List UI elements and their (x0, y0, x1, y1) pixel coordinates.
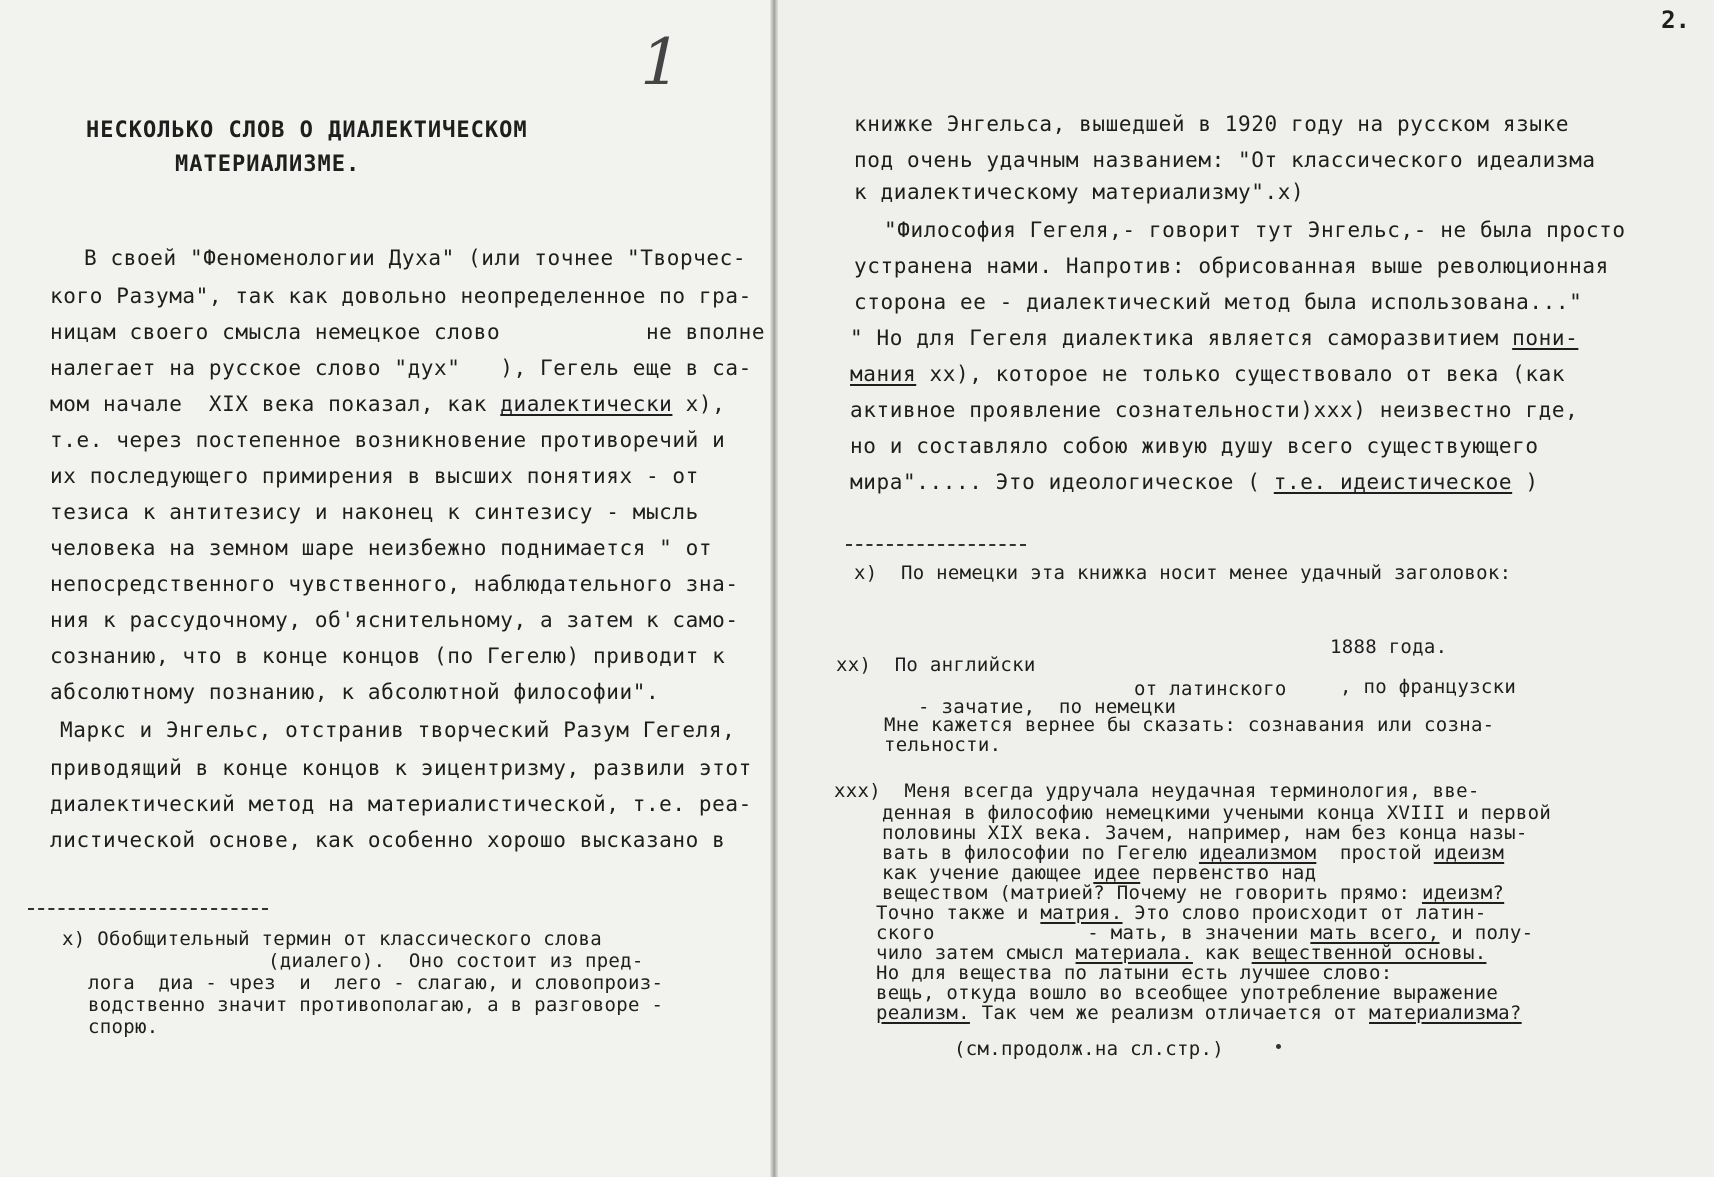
footnote-line: спорю. (88, 1016, 159, 1038)
body-line (850, 470, 1539, 494)
page-number: 2. (1661, 6, 1690, 34)
underlined-term: диалектически (500, 392, 673, 416)
body-text: мира"..... Это идеологическое ( (850, 470, 1274, 494)
underlined-term: идеизм? (1422, 882, 1505, 904)
footnote-line (882, 862, 1316, 884)
underlined-term: мать всего, (1310, 922, 1440, 944)
body-text: xx), которое не только существовало от века (как (916, 362, 1566, 386)
body-line: их последующего примирения в высших понятиях - от (50, 464, 699, 488)
underlined-term: матрия. (1040, 902, 1123, 924)
body-line (850, 326, 1578, 350)
body-line: непосредственного чувственного, наблюдательного зна- (50, 572, 739, 596)
body-line: ницам своего смысла немецкое слово не вполне (50, 320, 766, 344)
underlined-term: идеализмом (1198, 842, 1317, 864)
footnote-rule (28, 908, 268, 910)
body-text: Точно также и (876, 902, 1041, 924)
body-line: В своей "Феноменологии Духа" (или точнее "Творчес- (84, 246, 747, 270)
underlined-term: реализм. (876, 1002, 970, 1024)
body-line: к диалектическому материализму".x) (854, 180, 1305, 204)
body-line: книжке Энгельса, вышедшей в 1920 году на русском языке (854, 112, 1570, 136)
footnote-line: 1888 года. (1330, 636, 1448, 658)
footnote-line: лога диа - чрез и лего - слагаю, и словопроиз- (88, 972, 664, 994)
body-text: как учение дающее (882, 862, 1094, 884)
body-line: "Философия Гегеля,- говорит тут Энгельс,- не была просто (884, 218, 1626, 242)
footnote-line: xx) По английски (836, 654, 1036, 676)
body-line: т.е. через постепенное возникновение противоречий и (50, 428, 726, 452)
footnote-ref: x), (672, 392, 726, 416)
body-line: тезиса к антитезису и наконец к синтезису - мысль (50, 500, 699, 524)
body-line: диалектический метод на материалистической, т.е. реа- (50, 792, 752, 816)
continuation-note: (см.продолж.на сл.стр.) (954, 1038, 1224, 1060)
footnote-line (882, 842, 1504, 864)
body-line: сторона ее - диалектический метод была использована..." (854, 290, 1583, 314)
body-line: кого Разума", так как довольно неопределенное по гра- (50, 284, 752, 308)
footnote-line: Мне кажется вернее бы сказать: сознавания или созна- (884, 714, 1495, 736)
footnote-line: денная в философию немецкими учеными конца XVIII и первой (882, 802, 1552, 824)
body-text: простой (1316, 842, 1434, 864)
body-text: чило затем смысл (876, 942, 1076, 964)
body-line: человека на земном шаре неизбежно поднимается " от (50, 536, 713, 560)
body-text: ) (1512, 470, 1539, 494)
body-line: но и составляло собою живую душу всего существующего (850, 434, 1539, 458)
underlined-term: идее (1093, 862, 1141, 884)
footnote-line: тельности. (884, 734, 1002, 756)
footnote-rule (846, 544, 1026, 546)
underlined-term: мания (850, 362, 917, 386)
body-line: налегает на русское слово "дух" ), Гегель еще в са- (50, 356, 752, 380)
body-line: приводящий в конце концов к эицентризму, развили этот (50, 756, 752, 780)
footnote-line: Но для вещества по латыни есть лучшее слово: (876, 962, 1393, 984)
body-text: мом начале XIX века показал, как (50, 392, 501, 416)
footnote-line (876, 1002, 1522, 1024)
footnote-line: водственно значит противополагаю, а в разговоре - (88, 994, 664, 1016)
body-text: " Но для Гегеля диалектика является саморазвитием (850, 326, 1513, 350)
footnote-line: (диалего). Оно состоит из пред- (268, 950, 644, 972)
body-text: как (1192, 942, 1252, 964)
body-line: устранена нами. Напротив: обрисованная выше революционная (854, 254, 1609, 278)
title-line-1: НЕСКОЛЬКО СЛОВ О ДИАЛЕКТИЧЕСКОМ (86, 118, 528, 143)
underlined-term: материала. (1075, 942, 1193, 964)
footnote-line (876, 922, 1533, 944)
body-text: Так чем же реализм отличается от (969, 1002, 1370, 1024)
footnote-line (882, 882, 1504, 904)
body-line: под очень удачным названием: "От классического идеализма (854, 148, 1596, 172)
body-line: Маркс и Энгельс, отстранив творческий Разум Гегеля, (60, 718, 736, 742)
footnote-line: , по французски (1340, 676, 1517, 698)
footnote-line (876, 902, 1486, 924)
underlined-term: материализма? (1369, 1002, 1522, 1024)
right-page (778, 0, 1714, 1177)
underlined-term: идеизм (1433, 842, 1505, 864)
footnote-line (876, 942, 1486, 964)
body-line: абсолютному познанию, к абсолютной философии". (50, 680, 660, 704)
footnote-line: x) По немецки эта книжка носит менее удачный заголовок: (854, 562, 1512, 584)
handwritten-page-number: 1 (632, 26, 689, 100)
body-line: листической основе, как особенно хорошо высказано в (50, 828, 726, 852)
body-line: ния к рассудочному, об'яснительному, а затем к само- (50, 608, 739, 632)
body-text: вать в философии по Гегелю (882, 842, 1199, 864)
underlined-term: т.е. идеистическое (1273, 470, 1513, 494)
body-line: активное проявление сознательности)xxx) неизвестно где, (850, 398, 1579, 422)
footnote-line: - зачатие, по немецки (918, 696, 1177, 718)
title-line-2: МАТЕРИАЛИЗМЕ. (175, 152, 361, 177)
body-text: Это слово происходит от латин- (1122, 902, 1487, 924)
underlined-term: пони- (1512, 326, 1579, 350)
body-text: первенство над (1140, 862, 1317, 884)
footnote-line: x) Обобщительный термин от классического слова (62, 928, 602, 950)
underlined-term: вещественной основы. (1251, 942, 1487, 964)
ink-mark (1276, 1044, 1281, 1049)
footnote-line: вещь, откуда вошло во всеобщее употребление выражение (876, 982, 1499, 1004)
body-line: сознанию, что в конце концов (по Гегелю) приводит к (50, 644, 726, 668)
footnote-line: половины XIX века. Зачем, например, нам без конца назы- (882, 822, 1528, 844)
body-line (50, 392, 725, 416)
body-text: ского - мать, в значении (876, 922, 1311, 944)
body-line (850, 362, 1565, 386)
footnote-line: xxx) Меня всегда удручала неудачная терминология, вве- (834, 780, 1480, 802)
footnote-line: от латинского (1134, 678, 1287, 700)
body-text: веществом (матрией? Почему не говорить прямо: (882, 882, 1422, 904)
body-text: и полу- (1439, 922, 1534, 944)
left-page (0, 0, 772, 1177)
